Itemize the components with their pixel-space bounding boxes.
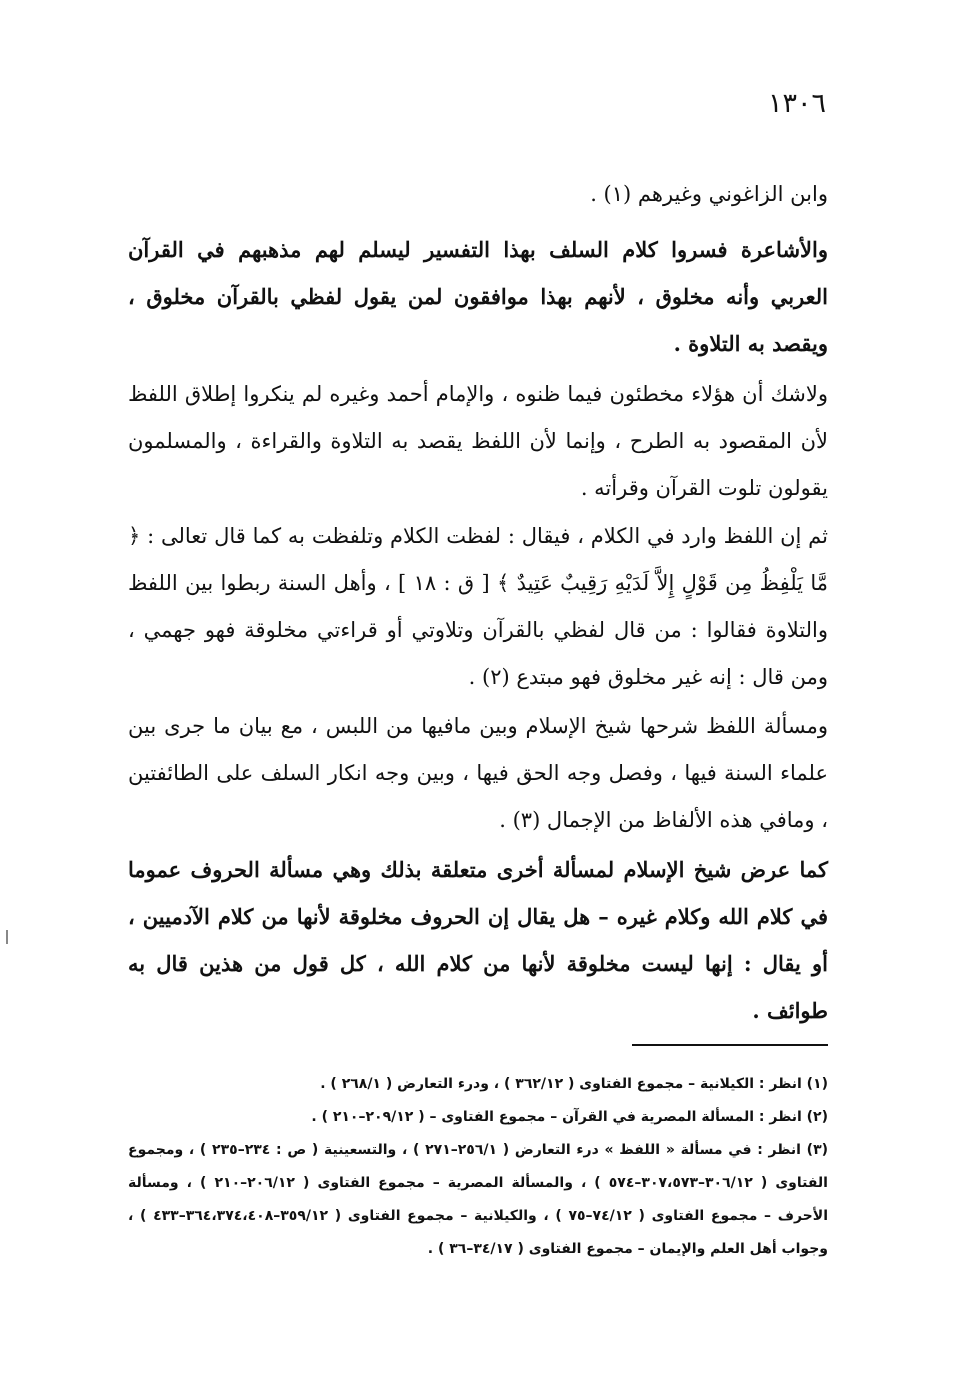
paragraph-4: ثم إن اللفظ وارد في الكلام ، فيقال : لفظت الكلام وتلفظت به كما قال تعالى : ﴿ مَّا يَلْفِظُ مِن قَوْلٍ إِلاَّ لَدَيْهِ رَقِيبٌ عَتِيدٌ ﴾ [ ق : ١٨ ] ، وأهل السنة ربطوا بين اللفظ والتلاوة فقالوا : من قال لفظي بالقرآن وتلاوتي أو قراءتي مخلوقة فهو جهمي ، ومن قال : إنه غير مخلوق فهو مبتدع (٢) . bbox=[128, 524, 828, 689]
scan-artifact-mark bbox=[6, 930, 8, 944]
paragraph-2: والأشاعرة فسروا كلام السلف بهذا التفسير ليسلم لهم مذهبهم في القرآن العربي وأنه مخلوق ، لأنهم بهذا موافقون لمن يقول لفظي بالقرآن مخلوق ، ويقصد به التلاوة . bbox=[128, 237, 828, 356]
page-number: ١٣٠٦ bbox=[767, 88, 826, 119]
paragraph-1: وابن الزاغوني وغيرهم (١) . bbox=[590, 182, 828, 206]
paragraph-6: كما عرض شيخ الإسلام لمسألة أخرى متعلقة بذلك وهي مسألة الحروف عموما في كلام الله وكلام غيره – هل يقال إن الحروف مخلوقة لأنها من كلام الآدميين ، أو يقال : إنها ليست مخلوقة لأنها من كلام الله ، كل قول من هذين قال به طوائف . bbox=[128, 857, 828, 1023]
paragraph-3: ولاشك أن هؤلاء مخطئون فيما ظنوه ، والإمام أحمد وغيره لم ينكروا إطلاق اللفظ لأن المقصود به الطرح ، وإنما لأن اللفظ يقصد به التلاوة والقراءة ، والمسلمون يقولون تلوت القرآن وقرأته . bbox=[128, 382, 828, 500]
footnote-3: (٣) انظر : في مسألة « اللفظ » درء التعارض ( ٢٥٦/١–٢٧١ ) ، والتسعينية ( ص : ٢٣٤–٢٣٥ ) ، ومجموع الفتاوى ( ٣٠٦/١٢–٣٠٧،٥٧٣–٥٧٤ ) ، والمسألة المصرية – مجموع الفتاوى ( ٢٠٦/١٢–٢١٠ ) ، ومسألة الأحرف – مجموع الفتاوى ( ٧٤/١٢–٧٥ ) ، والكيلانية – مجموع الفتاوى ( ٣٥٩/١٢–٣٦٤،٣٧٤،٤٠٨–٤٣٣ ) ، وجواب أهل العلم والإيمان – مجموع الفتاوى ( ٣٤/١٧–٣٦ ) . bbox=[128, 1142, 829, 1257]
footnote-2: (٢) انظر : المسألة المصرية في القرآن – مجموع الفتاوى – ( ٢٠٩/١٢–٢١٠ ) . bbox=[311, 1109, 828, 1125]
footnote-1: (١) انظر : الكيلانية – مجموع الفتاوى ( ٣٦٢/١٢ ) ، ودرء التعارض ( ٢٦٨/١ ) . bbox=[320, 1076, 828, 1092]
paragraph-5: ومسألة اللفظ شرحها شيخ الإسلام وبين مافيها من اللبس ، مع بيان ما جرى بين علماء السنة فيها ، وفصل وجه الحق فيها ، وبين وجه انكار السلف على الطائفتين ، ومافي هذه الألفاظ من الإجمال (٣) . bbox=[128, 714, 828, 832]
footnote-divider bbox=[632, 1044, 828, 1046]
footnotes bbox=[128, 1068, 828, 1266]
